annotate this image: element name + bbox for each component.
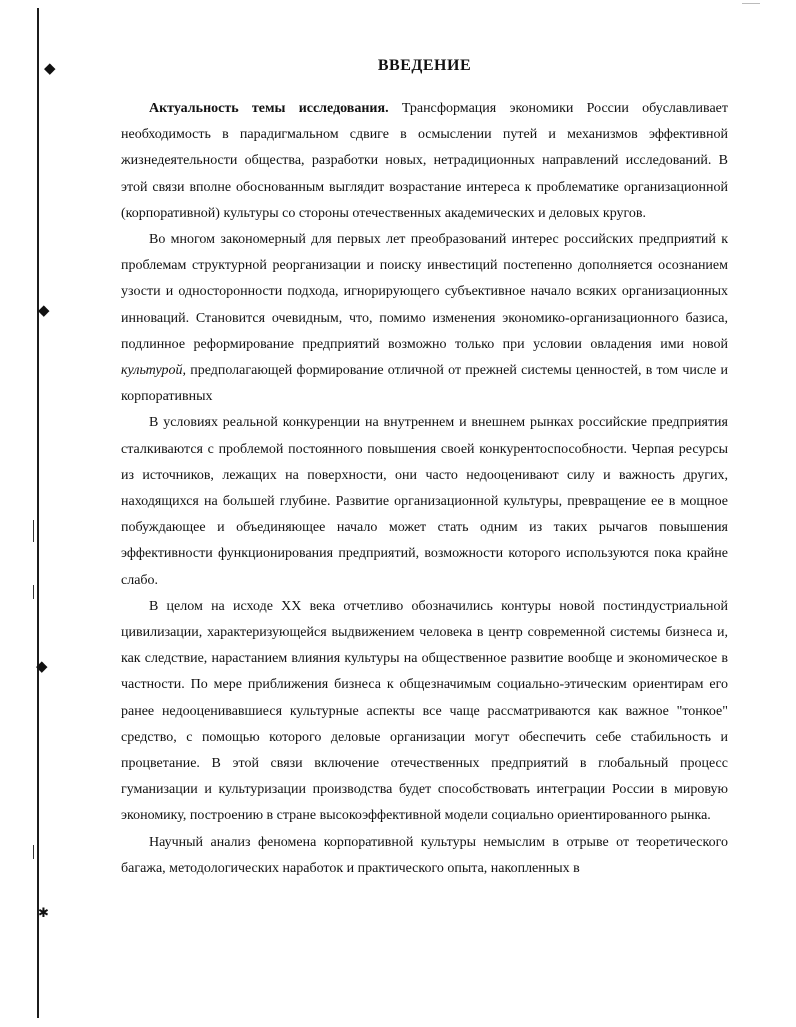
hole-punch-mark-2: ◆ (38, 303, 50, 319)
scan-artifact-tick (33, 520, 34, 542)
paragraph-civilization (121, 594, 728, 830)
hole-punch-mark-3: ◆ (36, 659, 48, 675)
paragraph-emphasis: культурой, (121, 363, 186, 379)
paragraph-lead: Актуальность темы исследования. (149, 101, 389, 116)
document-page (121, 56, 728, 882)
paragraph-competition (121, 410, 728, 593)
scan-corner-mark (742, 3, 760, 4)
paragraph-text: В целом на исходе XX века отчетливо обозначились контуры новой постиндустриальной цивилизации, характеризующейся выдвижением человека в центр современной системы бизнеса и, как следствие, нарастанием влияния культуры на общественное развитие вообще и экономическое в частности. По мере приближения бизнеса к общезначимым социально-этическим ориентирам его ранее недооценивавшиеся культурные аспекты все чаще рассматриваются как важное "тонкое" средство, с помощью которого деловые организации могут обеспечить себе стабильность и процветание. В этой связи включение отечественных предприятий в глобальный процесс гуманизации и культуризации производства будет способствовать интеграции России в мировую экономику, построению в стране высокоэффективной модели социально ориентированного рынка. (121, 598, 728, 824)
paragraph-text: Научный анализ феномена корпоративной культуры немыслим в отрыве от теоретического багажа, методологических наработок и практического опыта, накопленных в (121, 834, 728, 876)
paragraph-analysis (121, 830, 728, 882)
scan-artifact-tick (33, 585, 34, 599)
scan-binding-edge (37, 8, 39, 1018)
paragraph-relevance (121, 96, 728, 227)
paragraph-text: В условиях реальной конкуренции на внутреннем и внешнем рынках российские предприятия сталкиваются с проблемой постоянного повышения своей конкурентоспособности. Черпая ресурсы из источников, лежащих на поверхности, они часто недооценивают силу и важность других, находящихся на большей глубине. Развитие организационной культуры, превращение ее в мощное побуждающее и объединяющее начало может стать одним из таких рычагов повышения эффективности функционирования предприятий, возможности которого используются пока крайне слабо. (121, 415, 728, 588)
scan-artifact-tick (33, 845, 34, 859)
hole-punch-mark-1: ◆ (44, 61, 56, 77)
paragraph-text: Во многом закономерный для первых лет преобразований интерес российских предприятий к проблемам структурной реорганизации и поиску инвестиций постепенно дополняется осознанием узости и односторонности подхода, игнорирующего субъективное начало всяких организационных инноваций. Становится очевидным, что, помимо изменения экономико-организационного базиса, подлинное реформирование предприятий возможно только при условии овладения ими новой (121, 232, 728, 352)
paragraph-text: предполагающей формирование отличной от прежней системы ценностей, в том числе и корпоративных (121, 363, 728, 405)
page-title: ВВЕДЕНИЕ (377, 57, 472, 74)
paragraph-text: Трансформация экономики России обуславливает необходимость в парадигмальном сдвиге в осмыслении путей и механизмов эффективной жизнедеятельности общества, разработки новых, нетрадиционных направлений исследований. В этой связи вполне обоснованным выглядит возрастание интереса к проблематике организационной (корпоративной) культуры со стороны отечественных академических и деловых кругов. (121, 101, 729, 221)
paragraph-reform (121, 227, 728, 410)
hole-punch-mark-4: ✱ (38, 905, 49, 920)
